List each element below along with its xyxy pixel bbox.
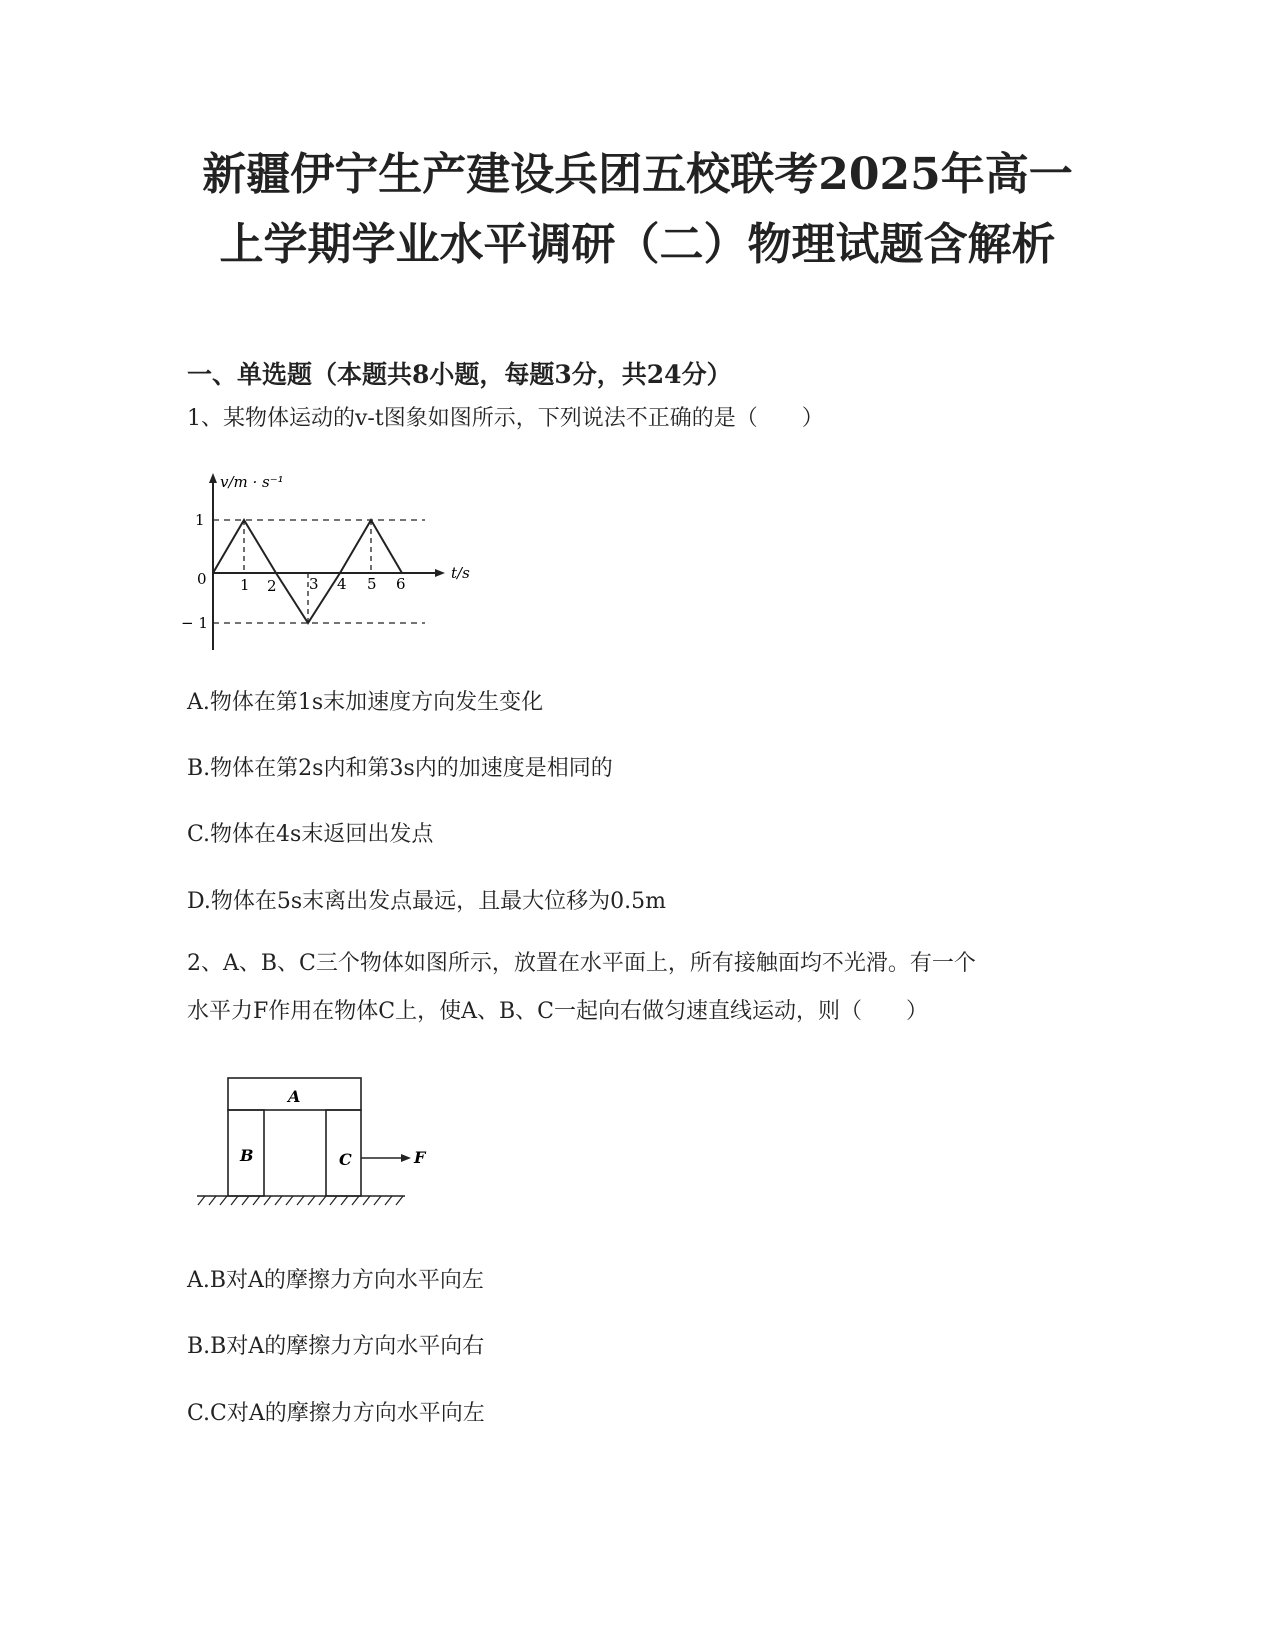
page-title	[150, 140, 1125, 280]
x-axis-arrow	[435, 569, 445, 577]
y-tick-1: 1	[195, 511, 205, 529]
q2-option-a: A.B对A的摩擦力方向水平向左	[187, 1268, 484, 1293]
x-tick-5: 5	[367, 575, 377, 593]
y-axis-arrow	[209, 473, 217, 483]
x-tick-3: 3	[309, 575, 319, 593]
q1-option-b: B.物体在第2s内和第3s内的加速度是相同的	[187, 756, 613, 781]
ground-hatching	[198, 1196, 403, 1205]
title-line-2: 上学期学业水平调研（二）物理试题含解析	[219, 219, 1056, 270]
x-tick-6: 6	[396, 575, 406, 593]
question-2-stem	[187, 940, 976, 1036]
y-tick-minus1: − 1	[181, 614, 208, 632]
question-2-stem-line-2: 水平力F作用在物体C上，使A、B、C一起向右做匀速直线运动，则（ ）	[187, 999, 928, 1024]
question-2-stem-line-1: 2、A、B、C三个物体如图所示，放置在水平面上，所有接触面均不光滑。有一个	[187, 951, 976, 976]
question-1-stem: 1、某物体运动的v-t图象如图所示，下列说法不正确的是（ ）	[187, 406, 824, 431]
label-force-f: F	[414, 1148, 426, 1167]
label-block-a: A	[288, 1087, 301, 1106]
x-tick-4: 4	[337, 575, 347, 593]
title-line-1: 新疆伊宁生产建设兵团五校联考2025年高一	[202, 149, 1073, 200]
q2-option-b: B.B对A的摩擦力方向水平向右	[187, 1334, 485, 1359]
label-block-b: B	[240, 1146, 254, 1165]
force-arrow-head	[401, 1154, 411, 1162]
blocks-figure	[195, 1072, 435, 1222]
x-tick-2: 2	[267, 577, 277, 595]
velocity-curve	[213, 520, 402, 623]
q2-option-c: C.C对A的摩擦力方向水平向左	[187, 1401, 485, 1426]
x-axis-label: t/s	[451, 564, 470, 582]
vt-graph-figure	[181, 465, 487, 655]
q1-option-c: C.物体在4s末返回出发点	[187, 822, 434, 847]
section-heading: 一、单选题（本题共8小题，每题3分，共24分）	[187, 360, 732, 389]
q1-option-a: A.物体在第1s末加速度方向发生变化	[187, 690, 544, 715]
y-axis-label: v/m · s⁻¹	[220, 473, 284, 491]
x-tick-1: 1	[240, 576, 250, 594]
q1-option-d: D.物体在5s末离出发点最远，且最大位移为0.5m	[187, 889, 666, 914]
y-tick-0: 0	[197, 570, 207, 588]
label-block-c: C	[339, 1150, 352, 1169]
